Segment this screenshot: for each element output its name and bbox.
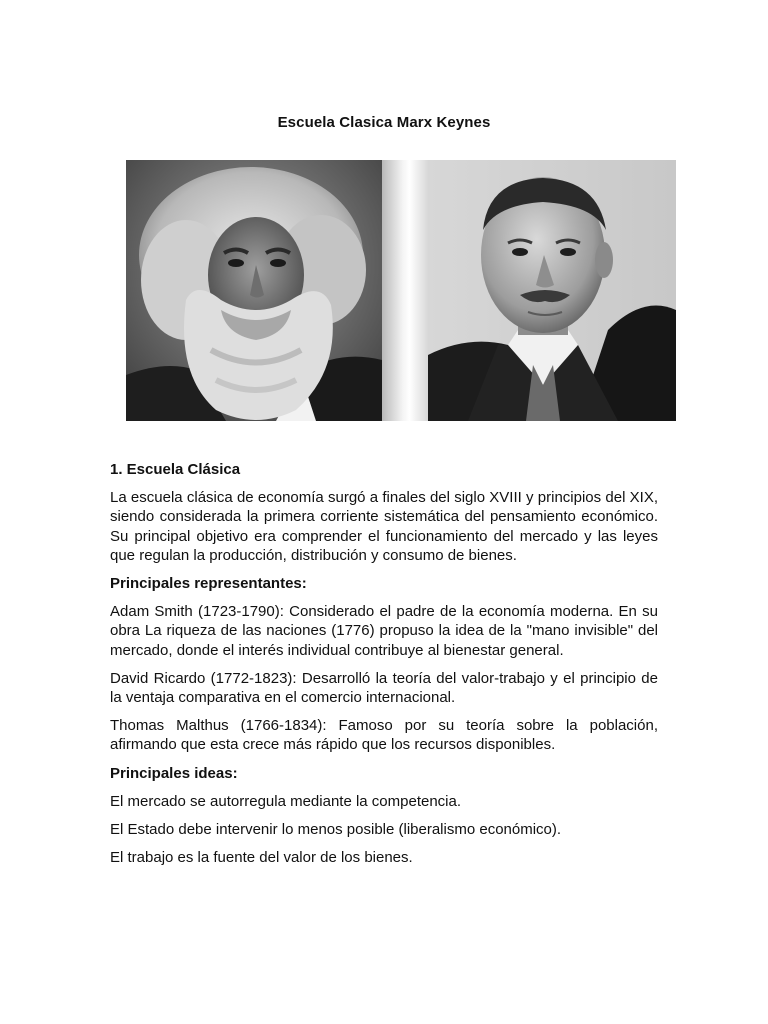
intro-paragraph: La escuela clásica de economía surgó a finales del siglo XVIII y principios del XIX, siendo considerada la primera corriente sistemática del pensamiento económico. Su principal objetivo era comprender el funcionamiento del mercado y las leyes que regulan la producción, distribución y consumo de bienes. bbox=[110, 489, 658, 564]
portrait-photos bbox=[126, 160, 676, 421]
representative-item: Thomas Malthus (1766-1834): Famoso por su teoría sobre la población, afirmando que esta crece más rápido que los recursos disponibles. bbox=[110, 717, 658, 754]
photo-divider bbox=[382, 160, 428, 421]
representative-item: Adam Smith (1723-1790): Considerado el padre de la economía moderna. En su obra La riqueza de las naciones (1776) propuso la idea de la "mano invisible" del mercado, donde el interés individual contribuye al bienestar general. bbox=[110, 603, 658, 659]
document-body bbox=[110, 460, 658, 876]
representatives-label: Principales representantes: bbox=[110, 575, 307, 593]
portrait-photo-keynes bbox=[428, 160, 676, 421]
section-heading: 1. Escuela Clásica bbox=[110, 461, 241, 478]
idea-item: El Estado debe intervenir lo menos posible (liberalismo económico). bbox=[110, 821, 562, 839]
ideas-label: Principales ideas: bbox=[110, 764, 238, 782]
representative-item: David Ricardo (1772-1823): Desarrolló la teoría del valor-trabajo y el principio de la ventaja comparativa en el comercio internacional. bbox=[110, 669, 658, 707]
idea-item: El trabajo es la fuente del valor de los bienes. bbox=[110, 849, 413, 867]
portrait-photo-marx bbox=[126, 160, 382, 421]
document-title: Escuela Clasica Marx Keynes bbox=[277, 114, 491, 131]
idea-item: El mercado se autorregula mediante la competencia. bbox=[110, 792, 462, 810]
